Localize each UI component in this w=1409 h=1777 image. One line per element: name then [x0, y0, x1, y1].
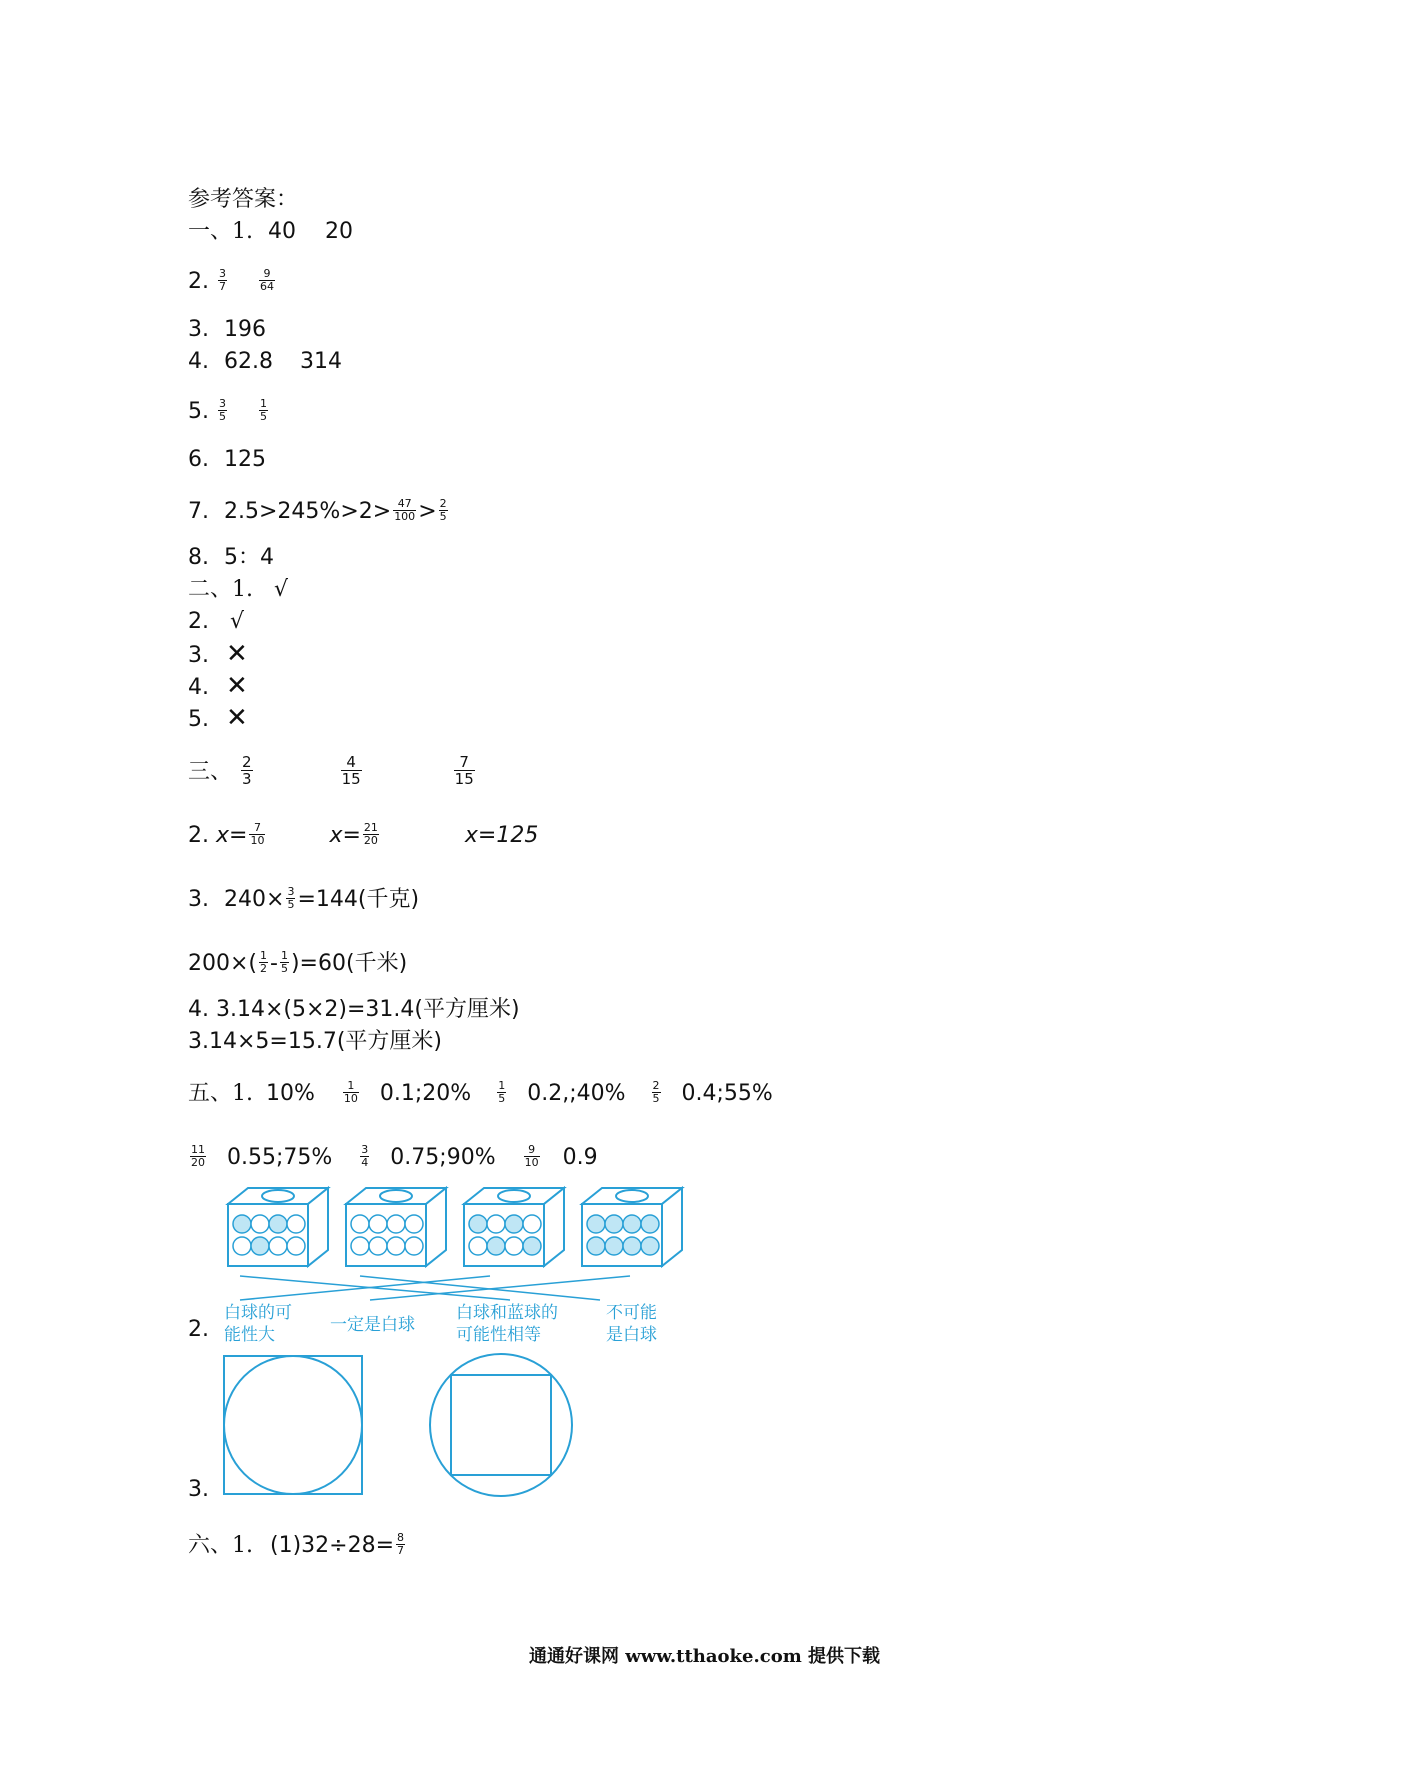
s1-q5-frac1: $\frac{3}{5}$	[219, 396, 226, 423]
s3-q1-frac3: $\frac{7}{15}$	[454, 753, 474, 788]
s2-q2-check-icon: √	[230, 609, 245, 634]
s3-q1-lead: 三、	[188, 759, 233, 785]
s6-q1-pre: (1)32÷28=	[270, 1533, 395, 1558]
footer-credit: 通通好课网 www.tthaoke.com 提供下载	[528, 1646, 881, 1667]
ball-box-matching-figure	[220, 1180, 700, 1350]
s1-q5-frac2: $\frac{1}{5}$	[260, 396, 267, 423]
s2-q1-lead: 二、1.	[188, 577, 253, 602]
s3-q4b: 3.14×5=15.7(平方厘米)	[188, 1029, 442, 1054]
s2-q4	[188, 672, 248, 702]
s3-q2-x1: x=	[216, 823, 248, 848]
s1-q6-a: 125	[224, 447, 266, 472]
circle-square-figure	[220, 1352, 600, 1502]
s2-q1-check-icon: √	[274, 577, 289, 602]
s6-q1	[188, 1532, 407, 1560]
label-equal-2: 可能性相等	[456, 1325, 541, 1345]
s5-q1b	[188, 1144, 598, 1172]
s5-q1a	[188, 1080, 773, 1108]
s5-q1a-p1: 10%	[266, 1081, 315, 1106]
s1-q3-lead: 3.	[188, 317, 209, 342]
s3-q1-frac1: $\frac{2}{3}$	[242, 753, 252, 788]
s6-q1-frac: $\frac{8}{7}$	[397, 1530, 405, 1557]
s3-q2-frac1: $\frac{7}{10}$	[250, 820, 265, 847]
s1-q5	[188, 398, 270, 426]
matching-lines	[240, 1276, 630, 1300]
s1-q8-a: 5：4	[224, 545, 274, 570]
s1-q3	[188, 316, 266, 344]
s5-q1a-frac3: $\frac{2}{5}$	[652, 1078, 660, 1105]
s2-q3-cross-icon: ✕	[226, 639, 248, 669]
s3-q3a-lead: 3.	[188, 887, 209, 912]
s3-q3a-frac: $\frac{3}{5}$	[287, 884, 295, 911]
s1-q1-b: 20	[325, 219, 353, 244]
s3-q2-x2: x=	[329, 823, 361, 848]
s2-q4-lead: 4.	[188, 675, 209, 700]
s1-q2	[188, 268, 277, 296]
s1-q7-a: 2.5>245%>2>	[224, 499, 392, 524]
s5-q1a-t1: 0.1;20%	[379, 1081, 472, 1106]
s1-q7-frac1: $\frac{47}{100}$	[394, 496, 416, 523]
s1-q7-frac2: $\frac{2}{5}$	[439, 496, 447, 523]
s2-q2	[188, 608, 244, 636]
s1-q7-lead: 7.	[188, 499, 209, 524]
s3-q1	[188, 753, 477, 789]
s5-q3-lead: 3.	[188, 1477, 209, 1502]
s1-q4-b: 314	[299, 349, 342, 374]
s1-q3-a: 196	[224, 317, 266, 342]
s3-q3b-minus: -	[270, 951, 278, 976]
label-white-more-2: 能性大	[224, 1325, 275, 1345]
s3-q1-frac2: $\frac{4}{15}$	[341, 753, 361, 788]
s5-q1b-t1: 0.55;75%	[227, 1145, 333, 1170]
s2-q3-lead: 3.	[188, 643, 209, 668]
s3-q2	[188, 822, 538, 850]
label-impossible-2: 是白球	[606, 1325, 657, 1345]
s5-q1a-t2: 0.2,;40%	[527, 1081, 626, 1106]
label-white-more-1: 白球的可	[224, 1303, 292, 1323]
label-impossible-1: 不可能	[606, 1303, 657, 1323]
s3-q2-x3: x=125	[464, 823, 539, 848]
s1-q1	[188, 218, 353, 246]
s3-q4a: 4. 3.14×(5×2)=31.4(平方厘米)	[188, 997, 520, 1022]
s2-q4-cross-icon: ✕	[226, 671, 248, 701]
s5-q1a-t3: 0.4;55%	[681, 1081, 773, 1106]
s5-q1b-t3: 0.9	[562, 1145, 598, 1170]
s1-q1-a: 40	[268, 219, 296, 244]
s5-q1a-frac2: $\frac{1}{5}$	[498, 1078, 506, 1105]
s5-q1a-frac1: $\frac{1}{10}$	[343, 1078, 358, 1105]
s3-q3a	[188, 886, 419, 914]
s3-q3b	[188, 950, 407, 978]
s1-q1-lead: 一、1.	[188, 219, 253, 244]
s1-q7-gt: >	[418, 499, 437, 524]
answer-title: 参考答案：	[188, 187, 299, 212]
s3-q3a-post: =144(千克)	[297, 887, 420, 912]
s3-q2-lead: 2.	[188, 823, 209, 848]
s3-q3b-frac2: $\frac{1}{5}$	[280, 948, 288, 975]
s2-q5	[188, 704, 248, 734]
label-always-white: 一定是白球	[330, 1315, 415, 1335]
s2-q3	[188, 640, 248, 670]
inscribed-square	[451, 1375, 551, 1475]
s5-q1a-lead: 五、1.	[188, 1081, 253, 1106]
s1-q4-a: 62.8	[224, 349, 273, 374]
s6-q1-lead: 六、1.	[188, 1533, 253, 1558]
s1-q8-lead: 8.	[188, 545, 209, 570]
s5-q1b-frac2: $\frac{3}{4}$	[361, 1142, 369, 1169]
s3-q2-frac2: $\frac{21}{20}$	[363, 820, 378, 847]
s3-q3a-pre: 240×	[224, 887, 285, 912]
s3-q3b-frac1: $\frac{1}{2}$	[260, 948, 268, 975]
s5-q1b-frac3: $\frac{9}{10}$	[524, 1142, 539, 1169]
s2-q5-lead: 5.	[188, 707, 209, 732]
s3-q3b-pre: 200×(	[188, 951, 258, 976]
s1-q2-lead: 2.	[188, 269, 209, 294]
s1-q7	[188, 498, 450, 526]
s3-q3b-post: )=60(千米)	[290, 951, 408, 976]
s2-q5-cross-icon: ✕	[226, 703, 248, 733]
inscribed-circle	[224, 1356, 362, 1494]
s1-q8	[188, 544, 274, 572]
s1-q4-lead: 4.	[188, 349, 209, 374]
s1-q6	[188, 446, 266, 474]
s1-q5-lead: 5.	[188, 399, 209, 424]
s2-q1	[188, 576, 288, 604]
s1-q2-frac2: $\frac{9}{64}$	[260, 266, 274, 293]
s5-q2-lead: 2.	[188, 1317, 209, 1342]
s5-q1b-frac1: $\frac{11}{20}$	[191, 1142, 205, 1169]
label-equal-1: 白球和蓝球的	[456, 1303, 558, 1323]
s5-q1b-t2: 0.75;90%	[390, 1145, 496, 1170]
s1-q4	[188, 348, 342, 376]
s1-q2-frac1: $\frac{3}{7}$	[219, 266, 226, 293]
s2-q2-lead: 2.	[188, 609, 209, 634]
s1-q6-lead: 6.	[188, 447, 209, 472]
